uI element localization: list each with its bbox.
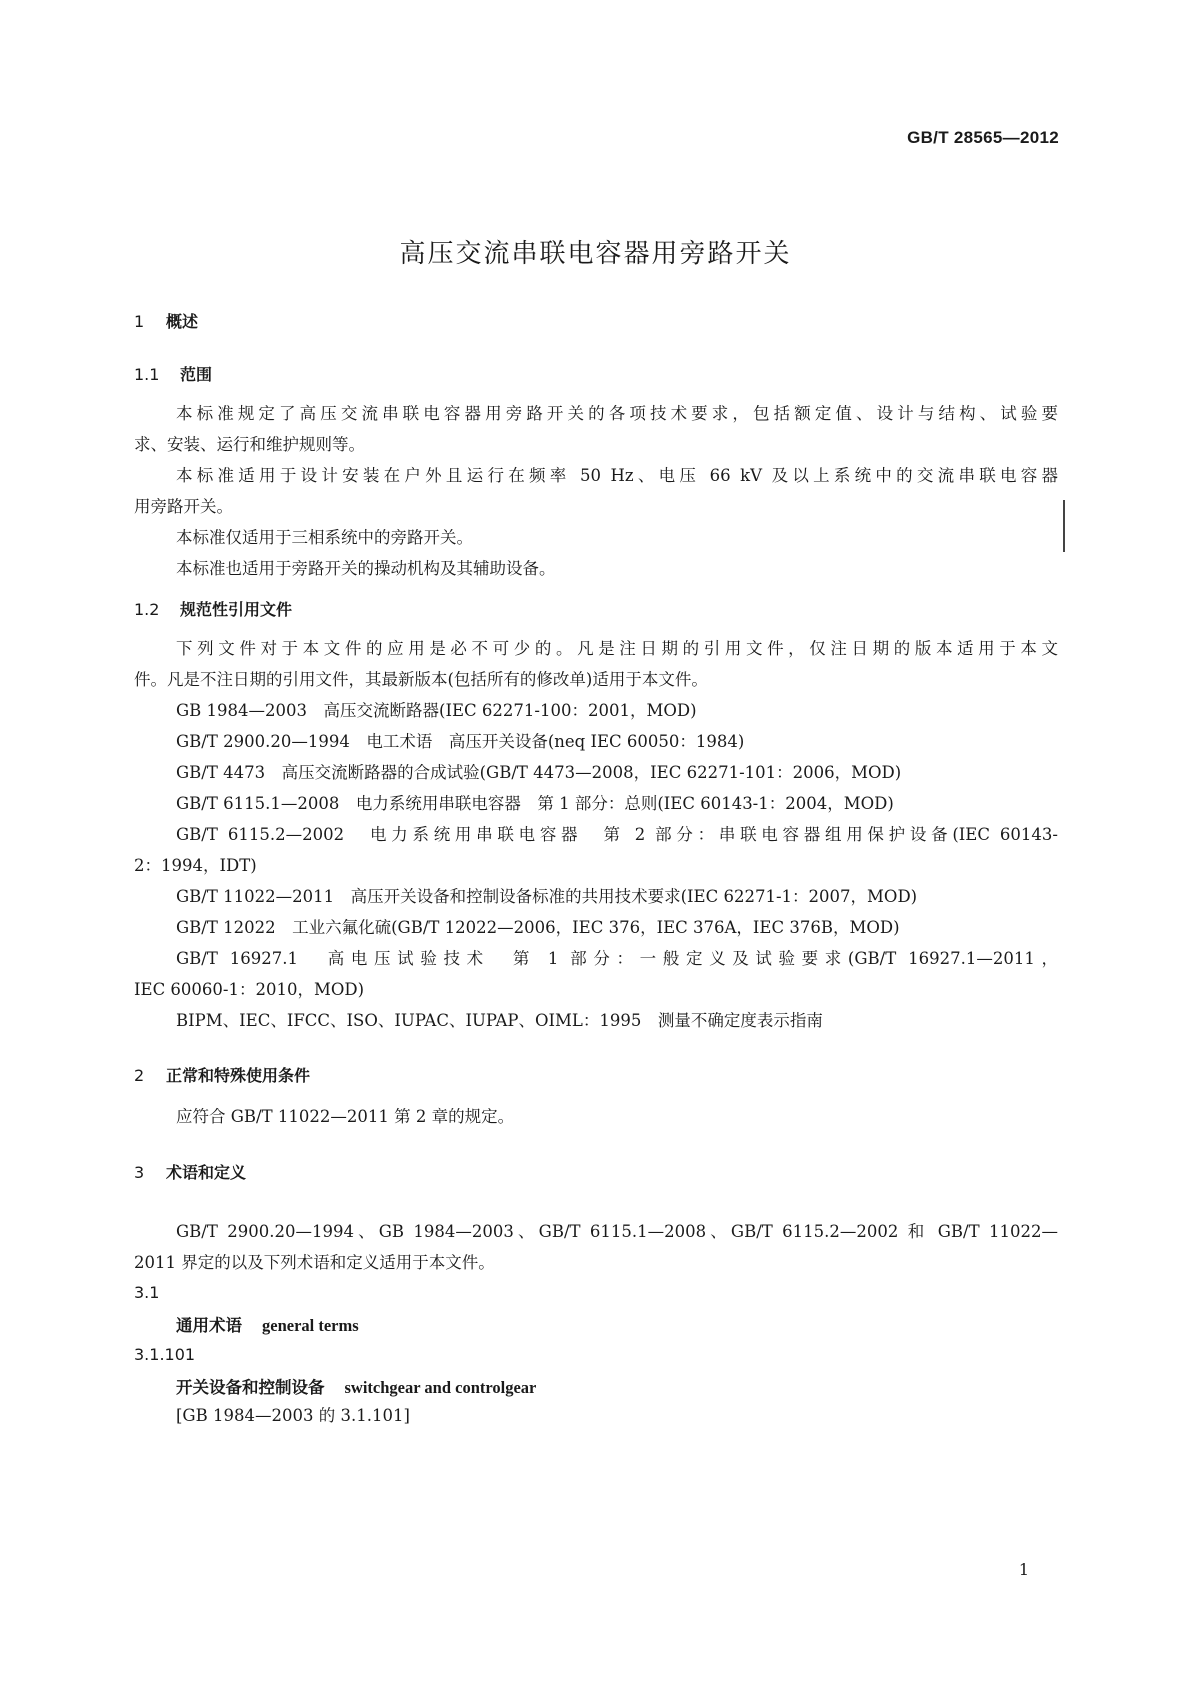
standard-code: GB/T 28565—2012 [907,128,1059,147]
page-number: 1 [1018,1560,1029,1579]
section-title: 概述 [166,312,199,331]
references-intro-line-1: 下列文件对于本文件的应用是必不可少的。凡是注日期的引用文件，仅注日期的版本适用于本文 [176,639,1058,658]
term-zh: 开关设备和控制设备 [176,1378,325,1397]
references-intro-line-2: 件。凡是不注日期的引用文件，其最新版本(包括所有的修改单)适用于本文件。 [134,670,708,689]
reference-item: GB/T 12022 工业六氟化硫(GB/T 12022—2006，IEC 376，IEC 376A，IEC 376B，MOD) [176,918,900,937]
section-2-heading [134,1063,310,1086]
term-zh: 通用术语 [176,1316,242,1335]
section-number: 1.2 [134,600,160,619]
term-3-1-101 [176,1374,536,1398]
scope-paragraph-3: 本标准仅适用于三相系统中的旁路开关。 [176,528,473,547]
document-title: 高压交流串联电容器用旁路开关 [399,239,792,269]
section-title: 范围 [180,365,213,384]
section-1-heading [134,309,198,332]
reference-item: GB/T 6115.2—2002 电力系统用串联电容器 第 2 部分：串联电容器组用保护设备(IEC 60143- [176,825,1058,844]
reference-item-continuation: 2：1994，IDT) [134,856,257,875]
reference-item: GB/T 16927.1 高电压试验技术 第 1 部分：一般定义及试验要求(GB/T 16927.1—2011， [176,949,1058,968]
term-en: general terms [262,1316,359,1335]
reference-item: GB/T 11022—2011 高压开关设备和控制设备标准的共用技术要求(IEC 62271-1：2007，MOD) [176,887,918,906]
revision-bar [1063,500,1065,552]
section-number: 1.1 [134,365,160,384]
section-3-heading [134,1160,246,1183]
scope-paragraph-1-line-2: 求、安装、运行和维护规则等。 [134,435,365,454]
term-3-1-number: 3.1 [134,1283,160,1302]
reference-item: GB/T 6115.1—2008 电力系统用串联电容器 第 1 部分：总则(IEC 60143-1：2004，MOD) [176,794,894,813]
term-3-1 [176,1312,359,1336]
scope-paragraph-2-line-2: 用旁路开关。 [134,497,233,516]
section-title: 术语和定义 [166,1163,247,1182]
conditions-paragraph: 应符合 GB/T 11022—2011 第 2 章的规定。 [176,1107,515,1126]
term-source: [GB 1984—2003 的 3.1.101] [176,1406,410,1425]
reference-item-continuation: IEC 60060-1：2010，MOD) [134,980,365,999]
terms-intro-line-2: 2011 界定的以及下列术语和定义适用于本文件。 [134,1253,495,1272]
scope-paragraph-1-line-1: 本标准规定了高压交流串联电容器用旁路开关的各项技术要求，包括额定值、设计与结构、试验要 [176,404,1058,423]
reference-item: GB 1984—2003 高压交流断路器(IEC 62271-100：2001，MOD) [176,701,697,720]
section-number: 3 [134,1163,145,1182]
reference-item: GB/T 2900.20—1994 电工术语 高压开关设备(neq IEC 60050：1984) [176,732,745,751]
reference-item: BIPM、IEC、IFCC、ISO、IUPAC、IUPAP、OIML：1995 测量不确定度表示指南 [176,1011,823,1030]
section-1-2-heading [134,597,292,620]
terms-intro-line-1: GB/T 2900.20—1994、GB 1984—2003、GB/T 6115.1—2008、GB/T 6115.2—2002 和 GB/T 11022— [176,1222,1058,1241]
scope-paragraph-2-line-1: 本标准适用于设计安装在户外且运行在频率 50 Hz、电压 66 kV 及以上系统中的交流串联电容器 [176,466,1058,485]
reference-item: GB/T 4473 高压交流断路器的合成试验(GB/T 4473—2008，IEC 62271-101：2006，MOD) [176,763,902,782]
section-1-1-heading [134,362,212,385]
section-title: 规范性引用文件 [180,600,293,619]
term-en: switchgear and controlgear [344,1378,537,1397]
section-number: 2 [134,1066,145,1085]
section-title: 正常和特殊使用条件 [166,1066,311,1085]
term-3-1-101-number: 3.1.101 [134,1345,196,1364]
section-number: 1 [134,312,145,331]
scope-paragraph-4: 本标准也适用于旁路开关的操动机构及其辅助设备。 [176,559,556,578]
